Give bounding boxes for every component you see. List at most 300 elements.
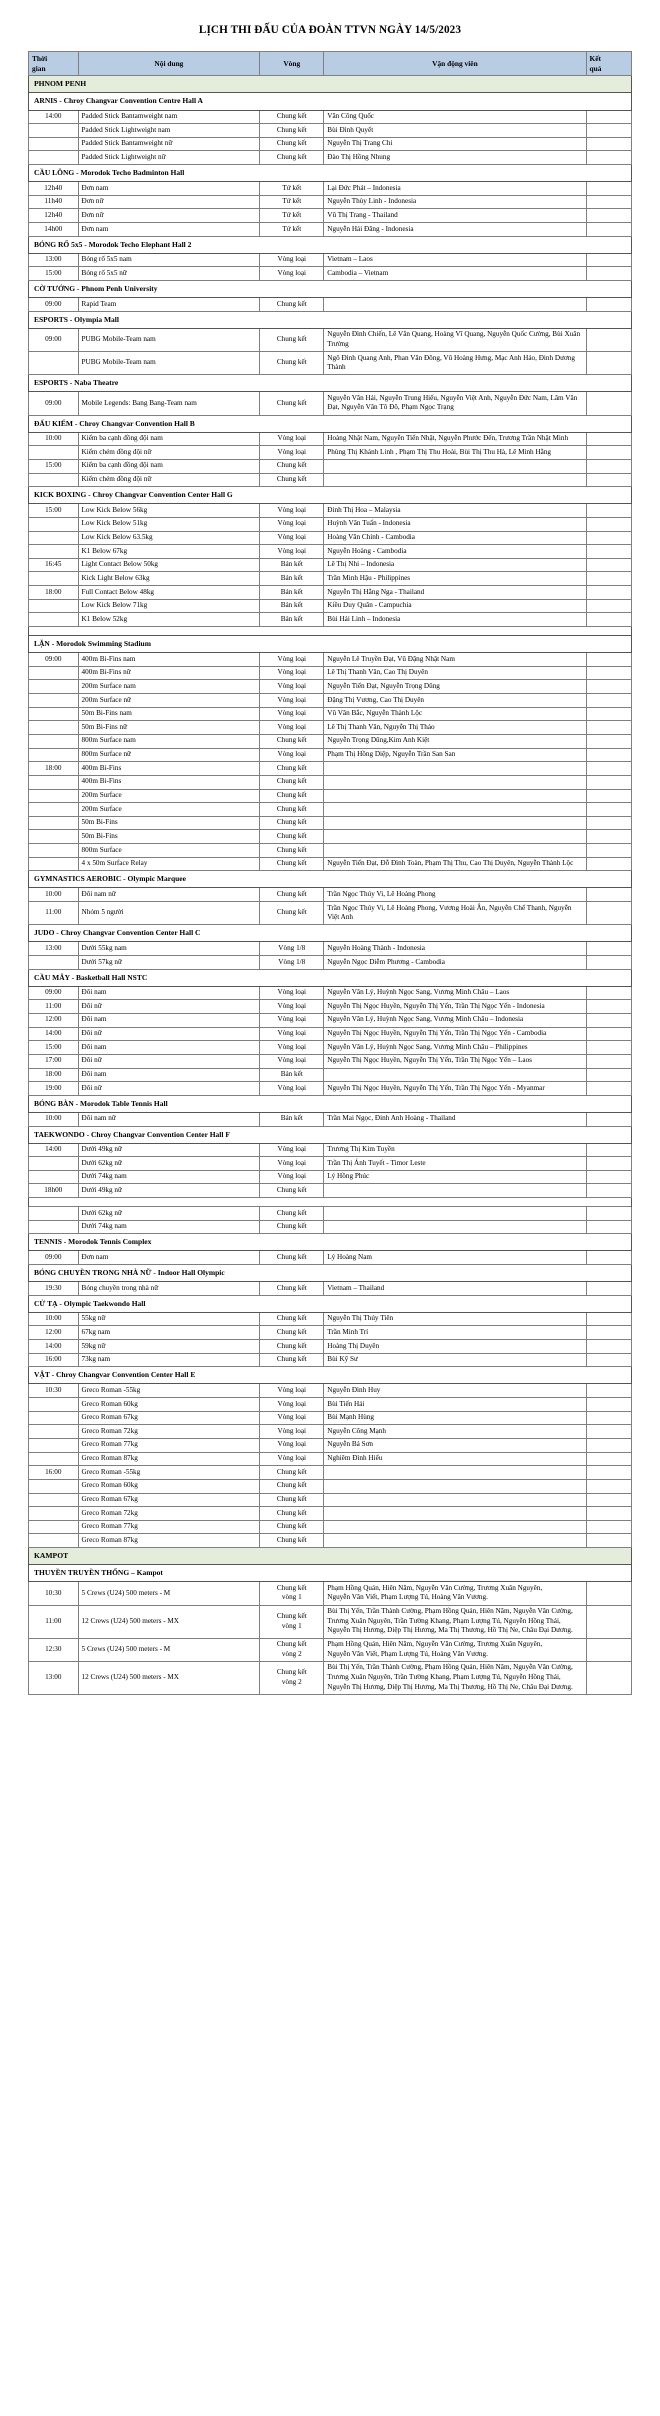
cell-athlete: Lý Hồng Phúc <box>324 1170 586 1184</box>
cell-event: Greco Roman 87kg <box>78 1534 260 1548</box>
cell-athlete <box>324 762 586 776</box>
cell-time <box>29 734 79 748</box>
cell-result <box>586 1340 631 1354</box>
table-row <box>29 775 632 789</box>
cell-athlete: Vũ Văn Bắc, Nguyễn Thành Lộc <box>324 707 586 721</box>
venue-section-label: THUYỀN TRUYỀN THỐNG – Kampot <box>29 1565 632 1582</box>
cell-round: Vòng loại <box>260 1411 324 1425</box>
cell-round: Vòng loại <box>260 545 324 559</box>
cell-event: Full Contact Below 48kg <box>78 586 260 600</box>
cell-time <box>29 1170 79 1184</box>
cell-athlete <box>324 775 586 789</box>
table-row <box>29 1112 632 1126</box>
cell-event: Greco Roman 87kg <box>78 1452 260 1466</box>
cell-result <box>586 1207 631 1221</box>
table-row <box>29 857 632 871</box>
cell-time <box>29 680 79 694</box>
column-header-result: Kết quả <box>586 52 631 76</box>
venue-section-label: BÓNG CHUYỀN TRONG NHÀ NỮ - Indoor Hall Olympic <box>29 1265 632 1282</box>
cell-athlete: Nguyễn Hải Đăng - Indonesia <box>324 223 586 237</box>
table-row <box>29 1425 632 1439</box>
venue-section-row <box>29 1265 632 1282</box>
cell-round: Vòng loại <box>260 1082 324 1096</box>
cell-result <box>586 110 631 124</box>
cell-time: 11h40 <box>29 195 79 209</box>
table-row <box>29 803 632 817</box>
schedule-table <box>28 51 632 1694</box>
cell-event: 800m Surface <box>78 844 260 858</box>
venue-section-row <box>29 281 632 298</box>
cell-result <box>586 1143 631 1157</box>
cell-event: Bóng chuyền trong nhà nữ <box>78 1282 260 1296</box>
cell-athlete: Trần Ngọc Thúy Vi, Lê Hoàng Phong, Vương Hoài Ân, Nguyễn Chế Thanh, Nguyễn Việt Anh <box>324 902 586 925</box>
cell-round: Chung kết <box>260 888 324 902</box>
table-row <box>29 830 632 844</box>
cell-time: 09:00 <box>29 392 79 415</box>
cell-round: Chung kết <box>260 1282 324 1296</box>
cell-event: 800m Surface nam <box>78 734 260 748</box>
table-row <box>29 680 632 694</box>
cell-result <box>586 599 631 613</box>
cell-event: Đôi nam nữ <box>78 888 260 902</box>
cell-result <box>586 545 631 559</box>
cell-athlete: Đinh Thị Hoa – Malaysia <box>324 504 586 518</box>
table-row <box>29 1638 632 1661</box>
cell-result <box>586 1312 631 1326</box>
cell-event: Đôi nữ <box>78 1054 260 1068</box>
cell-time <box>29 545 79 559</box>
table-row <box>29 1207 632 1221</box>
cell-athlete: Trần Thị Ánh Tuyết - Timor Leste <box>324 1157 586 1171</box>
cell-round: Chung kết vòng 2 <box>260 1638 324 1661</box>
cell-round: Chung kết <box>260 1479 324 1493</box>
table-row <box>29 392 632 415</box>
cell-time <box>29 1411 79 1425</box>
cell-round: Vòng loại <box>260 446 324 460</box>
cell-event: Low Kick Below 51kg <box>78 517 260 531</box>
cell-round: Chung kết <box>260 137 324 151</box>
cell-event: Đơn nữ <box>78 195 260 209</box>
table-row <box>29 1582 632 1605</box>
cell-round: Vòng loại <box>260 504 324 518</box>
venue-section-row <box>29 871 632 888</box>
table-row <box>29 694 632 708</box>
cell-result <box>586 223 631 237</box>
cell-event: Low Kick Below 56kg <box>78 504 260 518</box>
cell-event: Kick Light Below 63kg <box>78 572 260 586</box>
table-body <box>29 76 632 1694</box>
cell-result <box>586 902 631 925</box>
table-row <box>29 1251 632 1265</box>
table-row <box>29 789 632 803</box>
cell-time: 14:00 <box>29 1027 79 1041</box>
venue-section-label: ĐẤU KIẾM - Chroy Changvar Convention Hall B <box>29 415 632 432</box>
cell-time <box>29 124 79 138</box>
city-section-label: KAMPOT <box>29 1548 632 1565</box>
cell-event: Đôi nữ <box>78 1027 260 1041</box>
table-row <box>29 762 632 776</box>
cell-athlete: Cambodia – Vietnam <box>324 267 586 281</box>
cell-round: Bán kết <box>260 1112 324 1126</box>
cell-athlete: Bùi Mạnh Hùng <box>324 1411 586 1425</box>
cell-round: Chung kết <box>260 1220 324 1234</box>
table-row <box>29 1398 632 1412</box>
table-row <box>29 446 632 460</box>
cell-event: Đôi nữ <box>78 1082 260 1096</box>
table-row <box>29 748 632 762</box>
table-row <box>29 1326 632 1340</box>
cell-event: Greco Roman -55kg <box>78 1466 260 1480</box>
cell-event: Dưới 74kg nam <box>78 1220 260 1234</box>
cell-result <box>586 888 631 902</box>
venue-section-label: KICK BOXING - Chroy Changvar Convention Center Hall G <box>29 487 632 504</box>
cell-athlete: Phạm Thị Hồng Diệp, Nguyễn Trần San San <box>324 748 586 762</box>
cell-time: 11:00 <box>29 1000 79 1014</box>
cell-round: Vòng loại <box>260 748 324 762</box>
cell-result <box>586 1605 631 1638</box>
table-row <box>29 1041 632 1055</box>
cell-result <box>586 942 631 956</box>
cell-time <box>29 789 79 803</box>
cell-event: Greco Roman 72kg <box>78 1425 260 1439</box>
cell-time: 10:00 <box>29 1112 79 1126</box>
cell-round: Vòng loại <box>260 432 324 446</box>
cell-event: 400m Bi-Fins <box>78 762 260 776</box>
cell-time: 09:00 <box>29 328 79 351</box>
cell-result <box>586 298 631 312</box>
cell-athlete: Lê Thị Nhi – Indonesia <box>324 558 586 572</box>
cell-time: 16:00 <box>29 1353 79 1367</box>
table-row <box>29 1000 632 1014</box>
cell-time: 16:00 <box>29 1466 79 1480</box>
table-row <box>29 844 632 858</box>
cell-time: 14:00 <box>29 110 79 124</box>
cell-result <box>586 1013 631 1027</box>
cell-time <box>29 956 79 970</box>
table-row <box>29 1082 632 1096</box>
cell-event: PUBG Mobile-Team nam <box>78 328 260 351</box>
cell-round: Chung kết <box>260 734 324 748</box>
cell-result <box>586 209 631 223</box>
table-row <box>29 1507 632 1521</box>
cell-event: K1 Below 52kg <box>78 613 260 627</box>
cell-athlete <box>324 1520 586 1534</box>
venue-section-label: BÓNG RỔ 5x5 - Morodok Techo Elephant Hall 2 <box>29 236 632 253</box>
cell-result <box>586 253 631 267</box>
cell-athlete: Nguyễn Thị Ngọc Huyền, Nguyễn Thị Yến, Trần Thị Ngọc Yến - Myanmar <box>324 1082 586 1096</box>
venue-section-label: VẬT - Chroy Changvar Convention Center Hall E <box>29 1367 632 1384</box>
cell-result <box>586 857 631 871</box>
table-row <box>29 1466 632 1480</box>
cell-time <box>29 572 79 586</box>
cell-result <box>586 1534 631 1548</box>
cell-athlete: Nguyễn Bá Sơn <box>324 1438 586 1452</box>
venue-section-row <box>29 415 632 432</box>
cell-event: Padded Stick Bantamweight nam <box>78 110 260 124</box>
cell-result <box>586 666 631 680</box>
cell-athlete: Nguyễn Tiến Đạt, Nguyễn Trọng Dũng <box>324 680 586 694</box>
column-header-athlete: Vận động viên <box>324 52 586 76</box>
table-row <box>29 328 632 351</box>
cell-round: Vòng loại <box>260 1170 324 1184</box>
cell-event: Đôi nữ <box>78 1000 260 1014</box>
cell-athlete: Nguyễn Thị Ngọc Huyền, Nguyễn Thị Yến, Trần Thị Ngọc Yến - Indonesia <box>324 1000 586 1014</box>
cell-event: 59kg nữ <box>78 1340 260 1354</box>
table-row <box>29 1353 632 1367</box>
cell-result <box>586 1398 631 1412</box>
cell-time: 18:00 <box>29 762 79 776</box>
cell-result <box>586 956 631 970</box>
cell-result <box>586 432 631 446</box>
cell-event: 5 Crews (U24) 500 meters - M <box>78 1582 260 1605</box>
venue-section-row <box>29 375 632 392</box>
cell-athlete <box>324 844 586 858</box>
cell-round: Vòng loại <box>260 1143 324 1157</box>
cell-event: Greco Roman 72kg <box>78 1507 260 1521</box>
cell-athlete: Nguyễn Thị Ngọc Huyền, Nguyễn Thị Yến, Trần Thị Ngọc Yến - Cambodia <box>324 1027 586 1041</box>
cell-time: 09:00 <box>29 298 79 312</box>
cell-event: 800m Surface nữ <box>78 748 260 762</box>
cell-time: 10:30 <box>29 1384 79 1398</box>
cell-result <box>586 392 631 415</box>
cell-athlete: Lại Đức Phát – Indonesia <box>324 182 586 196</box>
venue-section-label: LẶN - Morodok Swimming Stadium <box>29 636 632 653</box>
cell-time <box>29 599 79 613</box>
cell-athlete: Nguyễn Hoàng Thành - Indonesia <box>324 942 586 956</box>
cell-round: Vòng 1/8 <box>260 942 324 956</box>
table-row <box>29 1184 632 1198</box>
cell-athlete <box>324 1493 586 1507</box>
cell-result <box>586 352 631 375</box>
cell-round: Vòng loại <box>260 1013 324 1027</box>
cell-result <box>586 1507 631 1521</box>
cell-round: Chung kết <box>260 298 324 312</box>
table-row <box>29 1312 632 1326</box>
cell-time <box>29 748 79 762</box>
cell-athlete <box>324 1534 586 1548</box>
cell-round: Chung kết <box>260 844 324 858</box>
cell-event: Padded Stick Lightweight nữ <box>78 151 260 165</box>
cell-result <box>586 803 631 817</box>
cell-athlete: Lê Thị Thanh Vân, Cao Thị Duyên <box>324 666 586 680</box>
cell-event: 200m Surface <box>78 803 260 817</box>
cell-round: Vòng loại <box>260 1000 324 1014</box>
cell-time <box>29 1534 79 1548</box>
table-row <box>29 1534 632 1548</box>
table-row <box>29 531 632 545</box>
cell-time: 15:00 <box>29 267 79 281</box>
cell-athlete <box>324 1507 586 1521</box>
cell-round: Vòng loại <box>260 1425 324 1439</box>
cell-athlete: Hoàng Văn Chính - Cambodia <box>324 531 586 545</box>
cell-athlete: Nguyễn Đình Huy <box>324 1384 586 1398</box>
cell-event: Đơn nữ <box>78 209 260 223</box>
cell-round: Vòng 1/8 <box>260 956 324 970</box>
cell-event: 12 Crews (U24) 500 meters - MX <box>78 1661 260 1694</box>
venue-section-row <box>29 1126 632 1143</box>
table-row <box>29 653 632 667</box>
cell-event: Low Kick Below 71kg <box>78 599 260 613</box>
cell-event: Greco Roman 67kg <box>78 1411 260 1425</box>
cell-round: Chung kết <box>260 151 324 165</box>
cell-athlete: Trần Minh Trí <box>324 1326 586 1340</box>
cell-time <box>29 857 79 871</box>
venue-section-row <box>29 1295 632 1312</box>
cell-event: Nhóm 5 người <box>78 902 260 925</box>
spacer-cell <box>29 1198 632 1207</box>
cell-result <box>586 721 631 735</box>
cell-event: Dưới 74kg nam <box>78 1170 260 1184</box>
cell-time <box>29 1157 79 1171</box>
cell-athlete: Kiều Duy Quân - Campuchia <box>324 599 586 613</box>
cell-round: Vòng loại <box>260 666 324 680</box>
cell-round: Chung kết <box>260 830 324 844</box>
table-row <box>29 1157 632 1171</box>
cell-round: Chung kết <box>260 1520 324 1534</box>
cell-time <box>29 473 79 487</box>
cell-event: Dưới 49kg nữ <box>78 1184 260 1198</box>
venue-section-row <box>29 925 632 942</box>
venue-section-row <box>29 1367 632 1384</box>
cell-result <box>586 830 631 844</box>
cell-athlete: Nguyễn Thị Trang Chi <box>324 137 586 151</box>
cell-result <box>586 124 631 138</box>
cell-time: 19:00 <box>29 1082 79 1096</box>
cell-athlete: Hoàng Nhật Nam, Nguyễn Tiến Nhật, Nguyễn Phước Đến, Trương Trần Nhật Minh <box>324 432 586 446</box>
cell-event: Đơn nam <box>78 1251 260 1265</box>
cell-time <box>29 446 79 460</box>
cell-time <box>29 1520 79 1534</box>
cell-athlete <box>324 298 586 312</box>
cell-event: 50m Bi-Fins <box>78 816 260 830</box>
cell-result <box>586 446 631 460</box>
cell-time <box>29 844 79 858</box>
header-row <box>29 52 632 76</box>
cell-event: Bóng rổ 5x5 nữ <box>78 267 260 281</box>
table-row <box>29 1282 632 1296</box>
table-row <box>29 1068 632 1082</box>
table-row <box>29 734 632 748</box>
cell-result <box>586 748 631 762</box>
cell-time: 12h40 <box>29 182 79 196</box>
cell-result <box>586 762 631 776</box>
cell-time: 13:00 <box>29 1661 79 1694</box>
cell-event: Low Kick Below 63.5kg <box>78 531 260 545</box>
cell-athlete: Bùi Thị Yến, Trần Thành Cường, Phạm Hồng Quản, Hiên Năm, Nguyễn Văn Cường, Trương Xuân Nguyên, Trần Tường Khang, Phạm Lượng Tú, Nguyễn Hồng Thái, Nguyễn Thị Hương, Diệp Thị Hương, Ma Thị Thương, Hồ Thị Ne, Châu Đại Dương. <box>324 1661 586 1694</box>
cell-event: 400m Bi-Fins nữ <box>78 666 260 680</box>
cell-event: Greco Roman 60kg <box>78 1479 260 1493</box>
venue-section-label: TAEKWONDO - Chroy Changvar Convention Center Hall F <box>29 1126 632 1143</box>
cell-athlete <box>324 1479 586 1493</box>
cell-time <box>29 352 79 375</box>
cell-time: 13:00 <box>29 942 79 956</box>
cell-result <box>586 151 631 165</box>
cell-round: Vòng loại <box>260 1157 324 1171</box>
cell-time: 18h00 <box>29 1184 79 1198</box>
cell-time <box>29 1493 79 1507</box>
table-row <box>29 986 632 1000</box>
cell-time <box>29 775 79 789</box>
cell-round: Chung kết <box>260 1251 324 1265</box>
column-header-time: Thời gian <box>29 52 79 76</box>
venue-section-label: CẦU LÔNG - Morodok Techo Badminton Hall <box>29 165 632 182</box>
cell-round: Chung kết <box>260 1207 324 1221</box>
cell-round: Chung kết <box>260 789 324 803</box>
cell-event: Dưới 49kg nữ <box>78 1143 260 1157</box>
cell-time <box>29 151 79 165</box>
cell-result <box>586 1041 631 1055</box>
cell-time <box>29 517 79 531</box>
cell-round: Chung kết <box>260 1326 324 1340</box>
cell-result <box>586 1054 631 1068</box>
cell-result <box>586 816 631 830</box>
cell-round: Bán kết <box>260 572 324 586</box>
cell-athlete: Trần Mai Ngọc, Đinh Anh Hoàng - Thailand <box>324 1112 586 1126</box>
cell-time: 13:00 <box>29 253 79 267</box>
table-row <box>29 1479 632 1493</box>
cell-result <box>586 1493 631 1507</box>
cell-result <box>586 1384 631 1398</box>
cell-time <box>29 1207 79 1221</box>
cell-athlete: Nguyễn Thị Hằng Nga - Thailand <box>324 586 586 600</box>
cell-athlete: Nguyễn Văn Hải, Nguyễn Trung Hiếu, Nguyễn Việt Anh, Nguyễn Đức Nam, Lâm Văn Đạt, Nguyễn Văn Tô Đô, Phạm Ngọc Trạng <box>324 392 586 415</box>
table-row <box>29 1411 632 1425</box>
cell-event: Dưới 62kg nữ <box>78 1207 260 1221</box>
cell-athlete <box>324 816 586 830</box>
cell-result <box>586 1112 631 1126</box>
cell-result <box>586 1520 631 1534</box>
cell-athlete <box>324 473 586 487</box>
table-row <box>29 816 632 830</box>
cell-time <box>29 816 79 830</box>
page-title: LỊCH THI ĐẤU CỦA ĐOÀN TTVN NGÀY 14/5/2023 <box>198 24 462 36</box>
cell-time <box>29 666 79 680</box>
cell-round: Chung kết vòng 2 <box>260 1661 324 1694</box>
cell-round: Chung kết <box>260 1353 324 1367</box>
cell-round: Chung kết <box>260 857 324 871</box>
cell-time <box>29 1438 79 1452</box>
cell-event: Padded Stick Bantamweight nữ <box>78 137 260 151</box>
cell-time: 18:00 <box>29 586 79 600</box>
venue-section-label: CẦU MÂY - Basketball Hall NSTC <box>29 969 632 986</box>
table-row <box>29 432 632 446</box>
cell-event: Đôi nam <box>78 1013 260 1027</box>
table-row <box>29 1220 632 1234</box>
cell-athlete: Phạm Hồng Quản, Hiên Năm, Nguyễn Văn Cường, Trương Xuân Nguyên, Nguyễn Văn Viết, Phạm Lượng Tú, Hoàng Văn Vương. <box>324 1638 586 1661</box>
cell-event: Light Contact Below 50kg <box>78 558 260 572</box>
cell-athlete: Đặng Thị Vương, Cao Thị Duyên <box>324 694 586 708</box>
table-row <box>29 572 632 586</box>
column-header-event: Nội dung <box>78 52 260 76</box>
cell-time: 12:00 <box>29 1326 79 1340</box>
cell-result <box>586 734 631 748</box>
cell-time: 15:00 <box>29 459 79 473</box>
cell-athlete: Phạm Hồng Quản, Hiên Năm, Nguyễn Văn Cường, Trương Xuân Nguyên, Nguyễn Văn Viết, Phạm Lượng Tú, Hoàng Văn Vương. <box>324 1582 586 1605</box>
cell-athlete <box>324 1220 586 1234</box>
cell-result <box>586 694 631 708</box>
cell-athlete: Vietnam – Thailand <box>324 1282 586 1296</box>
table-row <box>29 942 632 956</box>
cell-result <box>586 1220 631 1234</box>
cell-event: Greco Roman 60kg <box>78 1398 260 1412</box>
table-row <box>29 195 632 209</box>
table-row <box>29 666 632 680</box>
cell-round: Chung kết <box>260 1507 324 1521</box>
cell-result <box>586 653 631 667</box>
table-row <box>29 558 632 572</box>
cell-round: Vòng loại <box>260 267 324 281</box>
table-row <box>29 1143 632 1157</box>
